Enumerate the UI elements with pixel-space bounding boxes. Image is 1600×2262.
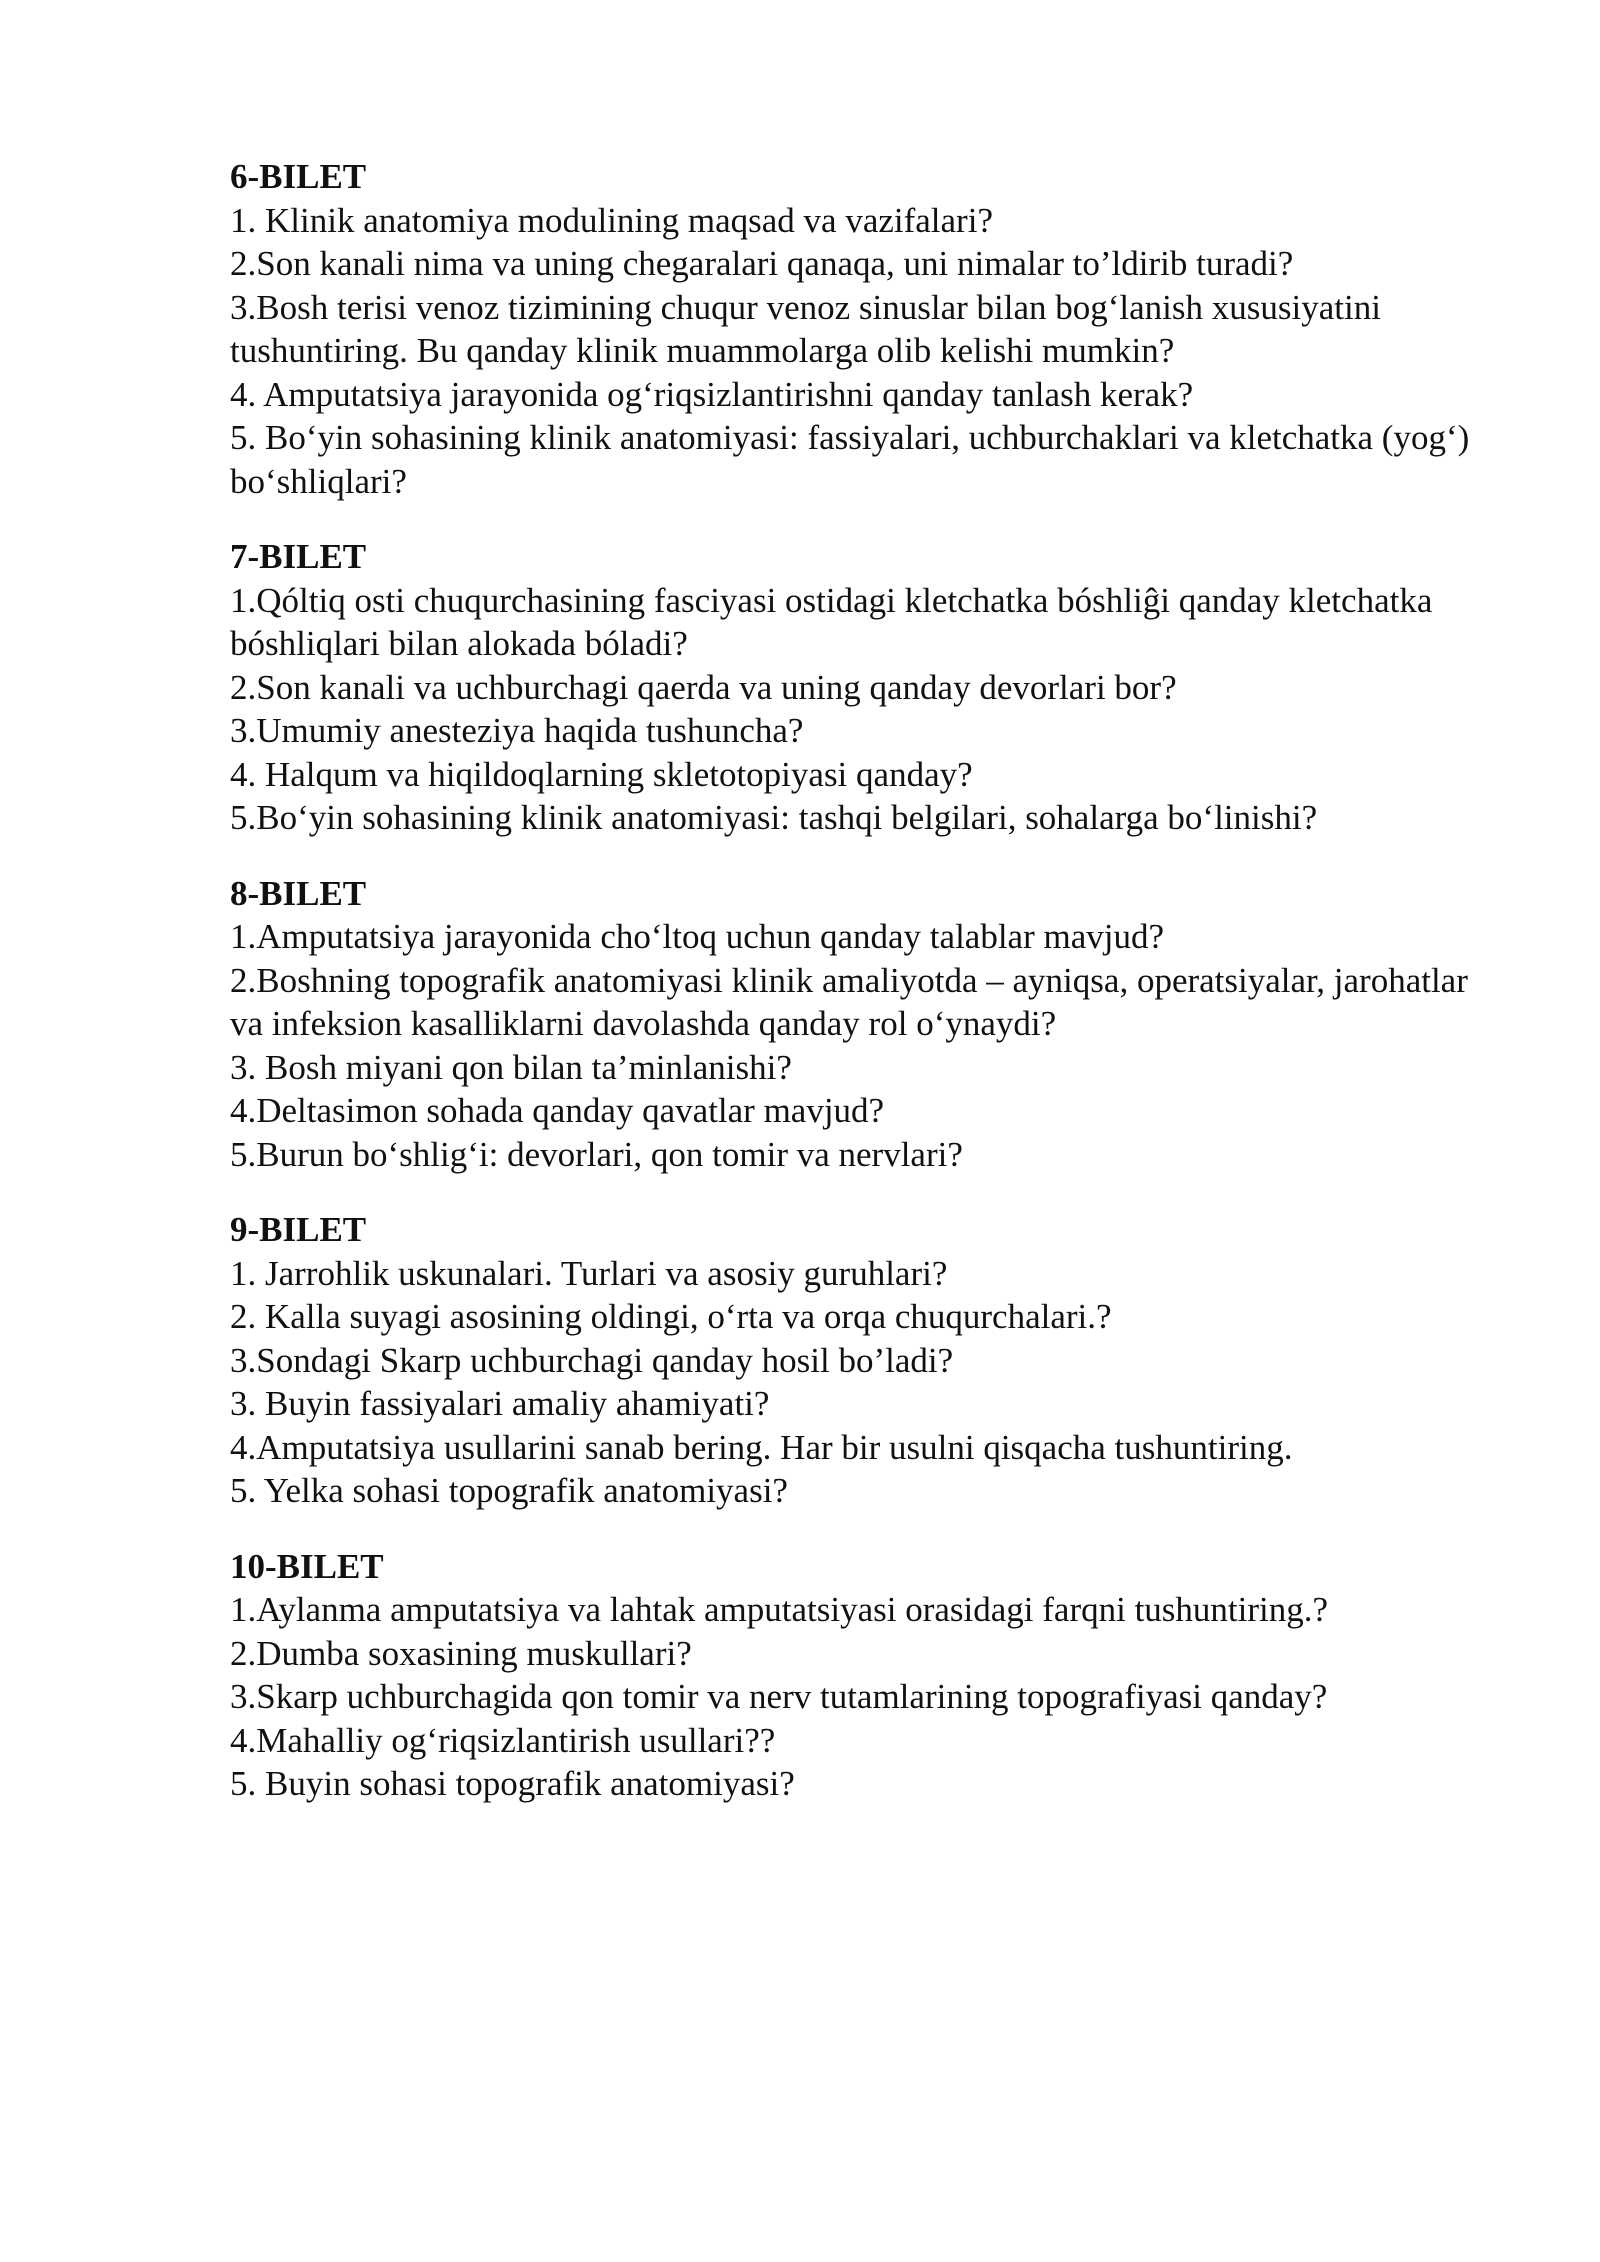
question-item: 3.Sondagi Skarp uchburchagi qanday hosil bo’ladi? (230, 1340, 954, 1380)
question-item: 1.Qóltiq osti chuqurchasining fasciyasi ostidagi kletchatka bóshliĝi qanday kletchatka bóshliqlari bilan alokada bóladi? (230, 580, 1433, 663)
question-item: 2. Kalla suyagi asosining oldingi, o‘rta va orqa chuqurchalari.? (230, 1297, 1112, 1336)
question-item: 5. Yelka sohasi topografik anatomiyasi? (230, 1471, 788, 1510)
question-item: 2.Dumba soxasining muskullari? (230, 1633, 692, 1673)
question-item: 4.Deltasimon sohada qanday qavatlar mavjud? (230, 1091, 885, 1130)
question-item: 1. Klinik anatomiya modulining maqsad va vazifalari? (230, 200, 993, 240)
ticket-title: 9-BILET (230, 1210, 367, 1249)
question-item: 3.Umumiy anesteziya haqida tushuncha? (230, 711, 804, 750)
ticket-9 (230, 1208, 1490, 1513)
document-page (230, 155, 1490, 1838)
question-item: 4. Halqum va hiqildoqlarning skletotopiyasi qanday? (230, 754, 973, 794)
question-item: 3.Bosh terisi venoz tizimining chuqur venoz sinuslar bilan bog‘lanish xususiyatini tushuntiring. Bu qanday klinik muammolarga olib kelishi mumkin? (230, 287, 1381, 370)
ticket-title: 8-BILET (230, 873, 367, 913)
question-item: 3. Bosh miyani qon bilan ta’minlanishi? (230, 1047, 792, 1087)
ticket-6 (230, 155, 1490, 503)
question-item: 2.Boshning topografik anatomiyasi klinik amaliyotda – ayniqsa, operatsiyalar, jarohatlar va infeksion kasalliklarni davolashda qanday rol o‘ynaydi? (230, 960, 1468, 1043)
question-item: 1.Amputatsiya jarayonida cho‘ltoq uchun qanday talablar mavjud? (230, 917, 1165, 956)
question-item: 3.Skarp uchburchagida qon tomir va nerv tutamlarining topografiyasi qanday? (230, 1677, 1328, 1716)
question-item: 2.Son kanali va uchburchagi qaerda va uning qanday devorlari bor? (230, 667, 1177, 707)
question-item: 5. Buyin sohasi topografik anatomiyasi? (230, 1764, 795, 1803)
question-item: 1.Aylanma amputatsiya va lahtak amputatsiyasi orasidagi farqni tushuntiring.? (230, 1590, 1329, 1629)
question-item: 5.Burun bo‘shlig‘i: devorlari, qon tomir va nervlari? (230, 1134, 963, 1174)
question-item: 4.Amputatsiya usullarini sanab bering. Har bir usulni qisqacha tushuntiring. (230, 1427, 1293, 1467)
ticket-title: 6-BILET (230, 157, 367, 196)
ticket-10 (230, 1545, 1490, 1806)
question-item: 4.Mahalliy og‘riqsizlantirish usullari?? (230, 1720, 776, 1760)
question-item: 3. Buyin fassiyalari amaliy ahamiyati? (230, 1384, 770, 1423)
question-item: 5. Bo‘yin sohasining klinik anatomiyasi: fassiyalari, uchburchaklari va kletchatka (yog‘) bo‘shliqlari? (230, 418, 1470, 501)
question-item: 2.Son kanali nima va uning chegaralari qanaqa, uni nimalar to’ldirib turadi? (230, 244, 1294, 283)
ticket-8 (230, 872, 1490, 1177)
ticket-7 (230, 535, 1490, 840)
question-item: 4. Amputatsiya jarayonida og‘riqsizlantirishni qanday tanlash kerak? (230, 374, 1194, 414)
question-item: 5.Bo‘yin sohasining klinik anatomiyasi: tashqi belgilari, sohalarga bo‘linishi? (230, 798, 1318, 837)
question-item: 1. Jarrohlik uskunalari. Turlari va asosiy guruhlari? (230, 1253, 948, 1293)
ticket-title: 10-BILET (230, 1546, 384, 1586)
ticket-title: 7-BILET (230, 537, 367, 576)
